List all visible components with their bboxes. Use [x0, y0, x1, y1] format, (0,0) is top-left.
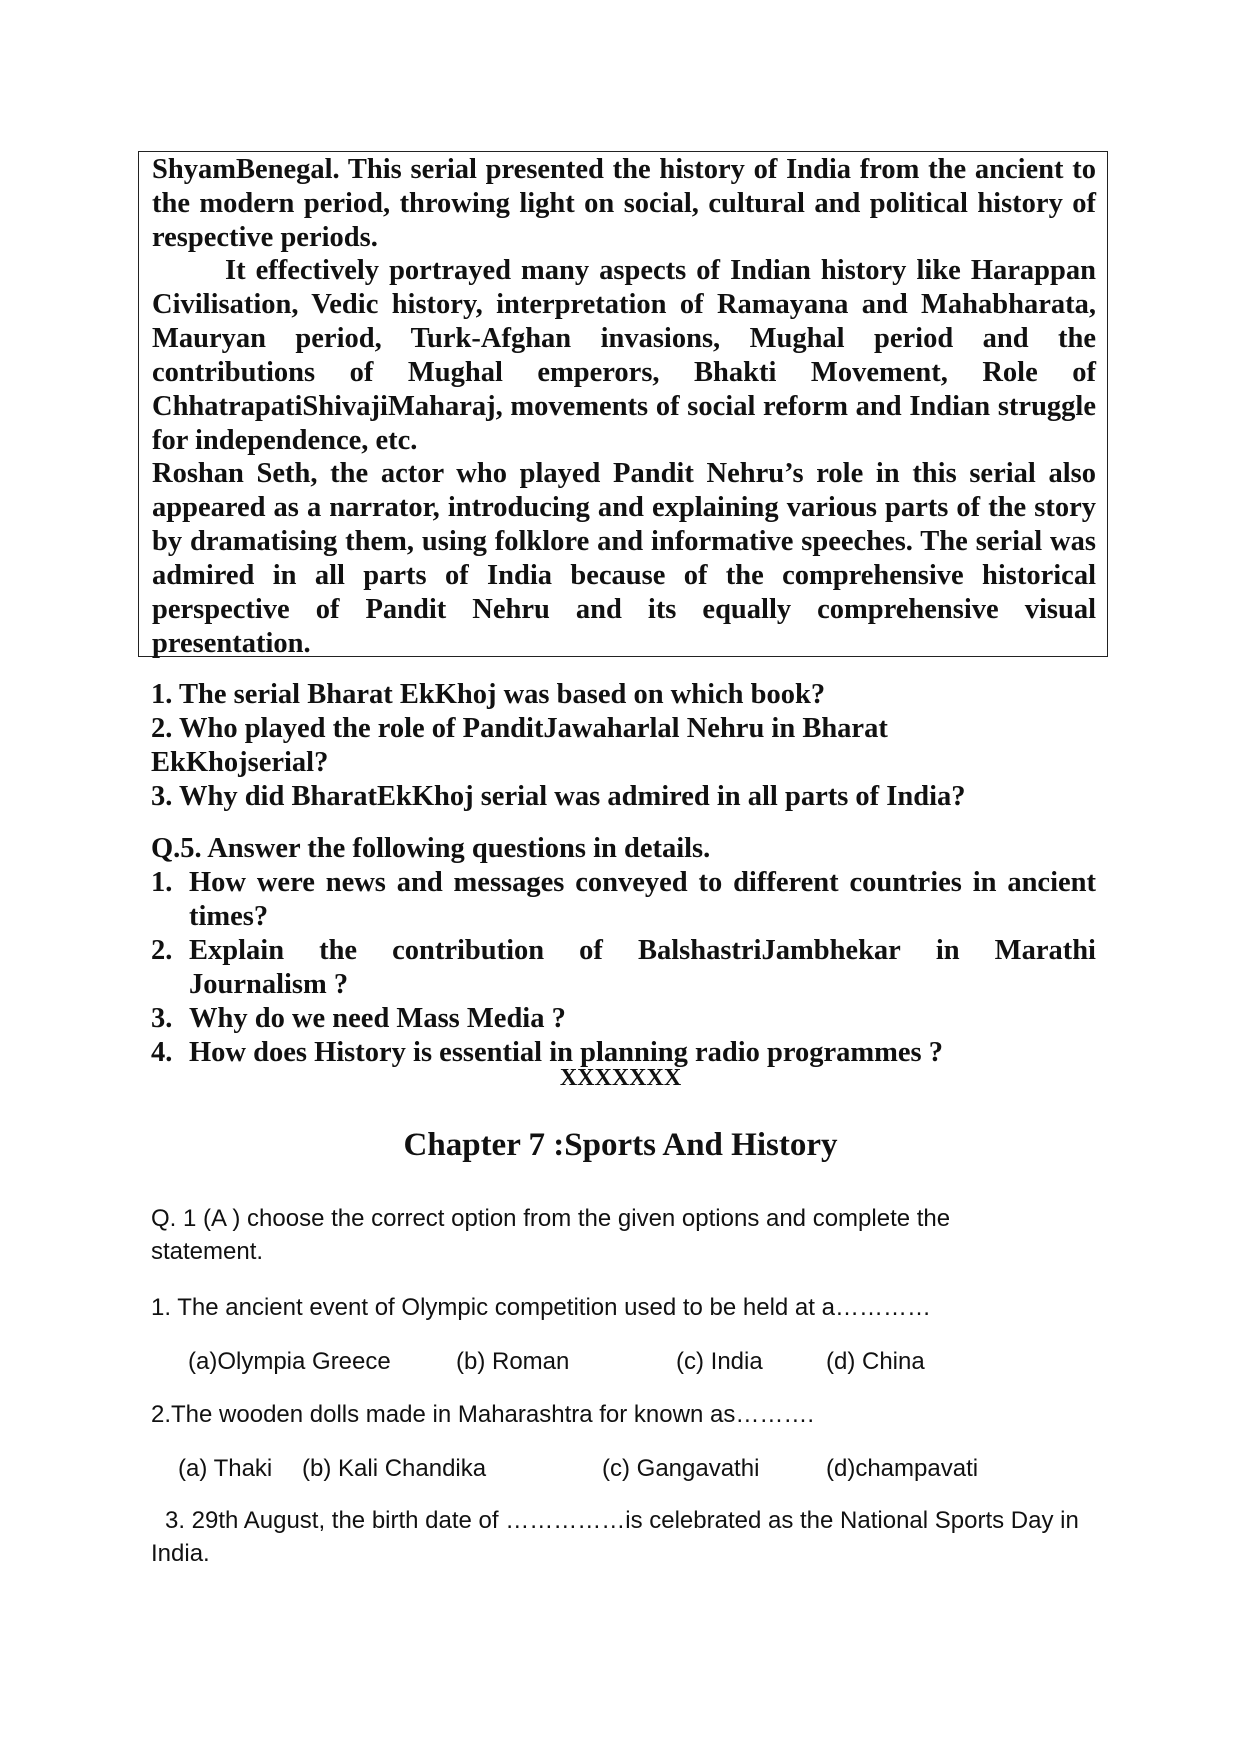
mcq-1-option-d: (d) China — [826, 1348, 925, 1375]
comprehension-question-2: 2. Who played the role of PanditJawaharlal Nehru in Bharat EkKhojserial? — [151, 713, 888, 778]
q5-item-2-word: Explain — [189, 935, 285, 966]
q1-instruction: Q. 1 (A ) choose the correct option from the given options and complete the statement. — [151, 1205, 951, 1265]
mcq-1-option-b: (b) Roman — [456, 1348, 570, 1375]
q5-item-1 — [151, 866, 1096, 934]
q5-item-2 — [151, 934, 1096, 1002]
q5-item-2-word: of — [579, 935, 603, 966]
mcq-1-question: 1. The ancient event of Olympic competition used to be held at a………… — [151, 1294, 931, 1321]
mcq-2-option-b: (b) Kali Chandika — [302, 1455, 487, 1482]
q5-item-2-word: contribution — [392, 935, 545, 966]
passage-paragraph-1: ShyamBenegal. This serial presented the history of India from the ancient to the modern period, throwing light on social, cultural and political history of respective periods. — [152, 154, 1096, 253]
mcq-1-option-a: (a)Olympia Greece — [188, 1348, 391, 1375]
q5-question-list — [151, 866, 1096, 1070]
q5-item-2-line-1 — [189, 934, 1096, 968]
q5-item-4-number: 4. — [151, 1037, 173, 1068]
q5-item-2-number: 2. — [151, 935, 173, 966]
q5-item-3-number: 3. — [151, 1003, 173, 1034]
q5-item-2-word: Marathi — [994, 935, 1096, 966]
mcq-1-option-c: (c) India — [676, 1348, 763, 1375]
mcq-2-option-a: (a) Thaki — [178, 1455, 273, 1482]
q5-item-3 — [151, 1002, 1096, 1036]
q5-item-2-word: the — [319, 935, 358, 966]
comprehension-question-1: 1. The serial Bharat EkKhoj was based on which book? — [151, 679, 826, 710]
comprehension-question-3: 3. Why did BharatEkKhoj serial was admired in all parts of India? — [151, 781, 966, 812]
mcq-3-question: 3. 29th August, the birth date of ……………is celebrated as the National Sports Day in India. — [151, 1507, 1079, 1567]
passage-paragraph-2: It effectively portrayed many aspects of Indian history like Harappan Civilisation, Vedic history, interpretation of Ramayana and Mahabharata, Mauryan period, Turk-Afghan invasions, Mughal period and the contributions of Mughal emperors, Bhakti Movement, Role of ChhatrapatiShivajiMaharaj, movements of social reform and Indian struggle for independence, etc. — [152, 255, 1096, 456]
q5-item-1-number: 1. — [151, 867, 173, 898]
q5-item-3-text: Why do we need Mass Media ? — [189, 1003, 566, 1034]
passage-box — [138, 151, 1108, 657]
mcq-2-question: 2.The wooden dolls made in Maharashtra for known as………. — [151, 1401, 814, 1428]
comprehension-question-list — [151, 678, 1091, 814]
passage-paragraph-3: Roshan Seth, the actor who played Pandit Nehru’s role in this serial also appeared as a narrator, introducing and explaining various parts of the story by dramatising them, using folklore and informative speeches. The serial was admired in all parts of India because of the comprehensive historical perspective of Pandit Nehru and its equally comprehensive visual presentation. — [152, 458, 1096, 659]
chapter-title: Chapter 7 :Sports And History — [403, 1127, 838, 1163]
mcq-2-option-c: (c) Gangavathi — [602, 1455, 760, 1482]
mcq-2-option-d: (d)champavati — [826, 1455, 979, 1482]
q5-item-2-line-2: Journalism ? — [189, 969, 349, 1000]
q5-heading: Q.5. Answer the following questions in details. — [151, 833, 711, 864]
q5-item-1-text: How were news and messages conveyed to different countries in ancient times? — [189, 867, 1096, 932]
q5-item-4-text: How does History is essential in planning radio programmes ? — [189, 1037, 943, 1068]
q5-item-2-word: BalshastriJambhekar — [637, 935, 901, 966]
section-end-marker: XXXXXXX — [559, 1065, 682, 1091]
q5-item-2-word: in — [935, 935, 960, 966]
